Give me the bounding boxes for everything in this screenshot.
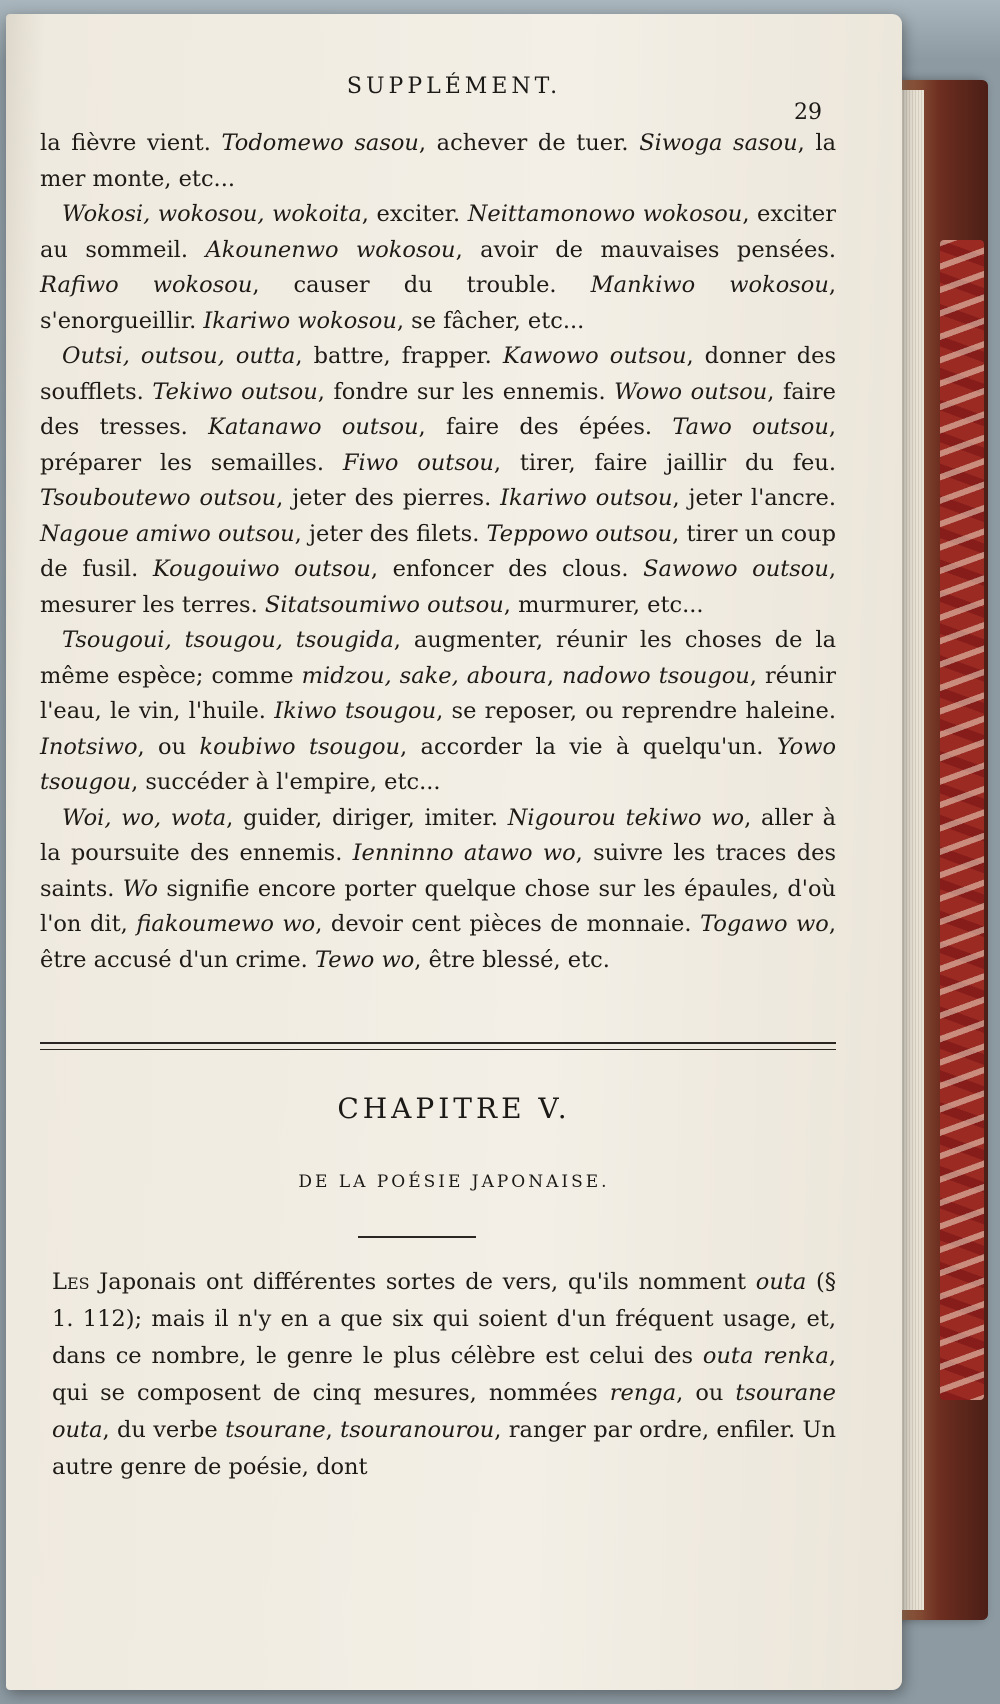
text-run: , mesurer les terres.	[40, 556, 837, 618]
text-run: , ou	[137, 733, 200, 760]
text-run: Japonais ont différentes sortes de vers, qu'ils nomment	[89, 1269, 756, 1295]
text-run: la fièvre vient.	[40, 130, 222, 156]
text-run: , fondre sur les ennemis.	[317, 378, 615, 405]
italic-term: koubiwo tsougou	[199, 733, 401, 760]
text-run: , enfoncer des clous.	[370, 556, 644, 582]
text-run: , du verbe	[102, 1417, 226, 1443]
paragraph	[40, 623, 836, 801]
italic-term: tsouranourou	[340, 1417, 495, 1443]
text-run: , battre, frapper.	[295, 343, 503, 369]
italic-term: Tewo wo	[314, 946, 415, 973]
text-run: , achever de tuer.	[418, 130, 640, 156]
italic-term: Ienninno atawo wo	[352, 840, 576, 866]
text-run: , suivre les traces des saints.	[40, 840, 836, 902]
italic-term: Kougouiwo outsou	[152, 556, 371, 582]
text-run: , jeter l'ancre.	[672, 485, 836, 511]
text-run: , accorder la vie à quelqu'un.	[400, 733, 777, 760]
text-run: , avoir de mauvaises pensées.	[455, 236, 836, 263]
text-run: , réunir l'eau, le vin, l'huile.	[40, 662, 836, 724]
text-run: , qui se composent de cinq mesures, nommées	[52, 1343, 836, 1406]
section-divider	[40, 1042, 836, 1050]
italic-term: Nigourou tekiwo wo	[507, 804, 745, 831]
text-run: ,	[325, 1417, 341, 1443]
text-run: , jeter des pierres.	[276, 485, 501, 511]
italic-term: Kawowo outsou	[502, 343, 687, 369]
text-run: , s'enorgueillir.	[40, 272, 836, 334]
text-run: , jeter des filets.	[294, 520, 487, 547]
italic-term: Wowo outsou	[614, 378, 768, 405]
italic-term: Todomewo sasou	[221, 130, 419, 156]
text-run: , murmurer, etc...	[503, 591, 704, 618]
paragraph	[40, 339, 836, 623]
italic-term: Ikariwo outsou	[500, 485, 673, 511]
italic-term: Yowo tsougou	[40, 733, 836, 795]
italic-term: Tawo outsou	[672, 414, 829, 440]
italic-term: Tsougoui, tsougou, tsougida	[62, 627, 394, 653]
chapter-title: CHAPITRE V.	[337, 1092, 571, 1125]
italic-term: Togawo wo	[700, 911, 829, 937]
body-text	[40, 126, 836, 978]
italic-term: midzou, sake, aboura	[301, 662, 547, 689]
book-page	[6, 14, 902, 1690]
text-run: signifie encore porter quelque chose sur les épaules, d'où l'on dit,	[40, 875, 836, 937]
text-run: , tirer, faire jaillir du feu.	[493, 449, 836, 476]
italic-term: Teppowo outsou	[486, 520, 673, 547]
text-run: , augmenter, réunir les choses de la même espèce; comme	[40, 627, 836, 689]
text-run: , aller à la poursuite des ennemis.	[40, 804, 836, 866]
italic-term: Ikariwo wokosou	[203, 307, 397, 334]
italic-term: Tsouboutewo outsou	[40, 485, 277, 511]
text-run: , faire des épées.	[418, 414, 673, 440]
italic-term: Nagoue amiwo outsou	[40, 520, 295, 547]
text-run: , guider, diriger, imiter.	[226, 804, 508, 831]
italic-term: Wokosi, wokosou, wokoita	[62, 201, 362, 227]
italic-term: Neittamonowo wokosou	[467, 201, 743, 227]
italic-term: Sitatsoumiwo outsou	[264, 591, 504, 618]
marbled-edge	[940, 240, 984, 1400]
italic-term: Outsi, outsou, outta	[62, 343, 296, 369]
chapter-intro	[52, 1264, 836, 1486]
text-run: , exciter au sommeil.	[40, 201, 836, 263]
italic-term: Fiwo outsou	[342, 449, 494, 476]
ornament-rule	[358, 1236, 476, 1238]
text-run: , causer du trouble.	[252, 272, 591, 298]
italic-term: Tekiwo outsou	[152, 378, 318, 405]
paragraph	[40, 197, 836, 339]
intro-paragraph	[52, 1264, 836, 1486]
italic-term: tsourane	[225, 1417, 326, 1443]
paragraph	[40, 801, 836, 979]
italic-term: Siwoga sasou	[639, 130, 798, 156]
italic-term: Mankiwo wokosou	[590, 272, 829, 298]
italic-term: Wo	[122, 875, 158, 902]
italic-term: Katanawo outsou	[208, 414, 419, 440]
italic-term: Akounenwo wokosou	[205, 236, 456, 263]
page-number: 29	[794, 100, 822, 125]
italic-term: renga	[609, 1380, 677, 1406]
text-run: ,	[546, 662, 563, 689]
italic-term: tsourane outa	[52, 1380, 836, 1443]
text-run: (§ 1. 112); mais il n'y en a que six qui soient d'un fréquent usage, et, dans ce nombre, le genre le plus célèbre est celui des	[52, 1269, 836, 1369]
text-run: Les	[52, 1269, 90, 1295]
italic-term: outa	[755, 1269, 807, 1295]
text-run: , devoir cent pièces de monnaie.	[315, 911, 701, 937]
italic-term: nadowo tsougou	[562, 662, 750, 689]
italic-term: Woi, wo, wota	[62, 804, 227, 831]
text-run: , se reposer, ou reprendre haleine.	[436, 698, 836, 724]
italic-term: fiakoumewo wo	[136, 911, 316, 937]
text-run: , être accusé d'un crime.	[40, 911, 836, 973]
text-run: , donner des soufflets.	[40, 343, 836, 405]
text-run: , préparer les semailles.	[40, 414, 836, 476]
paragraph	[40, 126, 836, 197]
text-run: , faire des tresses.	[40, 378, 836, 440]
running-head: SUPPLÉMENT.	[346, 74, 562, 99]
italic-term: Ikiwo tsougou	[274, 698, 437, 724]
italic-term: Sawowo outsou	[643, 556, 829, 582]
text-run: , la mer monte, etc...	[40, 130, 836, 192]
text-run: , exciter.	[361, 201, 468, 227]
chapter-subtitle: DE LA POÉSIE JAPONAISE.	[298, 1172, 610, 1192]
text-run: , succéder à l'empire, etc...	[131, 769, 441, 795]
text-run: , ou	[676, 1380, 736, 1406]
text-run: , se fâcher, etc...	[396, 307, 585, 334]
italic-term: outa renka	[702, 1343, 829, 1369]
italic-term: Rafiwo wokosou	[40, 272, 253, 298]
text-run: , tirer un coup de fusil.	[40, 520, 836, 582]
italic-term: Inotsiwo	[40, 733, 138, 760]
text-run: , ranger par ordre, enfiler. Un autre genre de poésie, dont	[52, 1417, 836, 1480]
text-run: , être blessé, etc.	[414, 946, 610, 973]
